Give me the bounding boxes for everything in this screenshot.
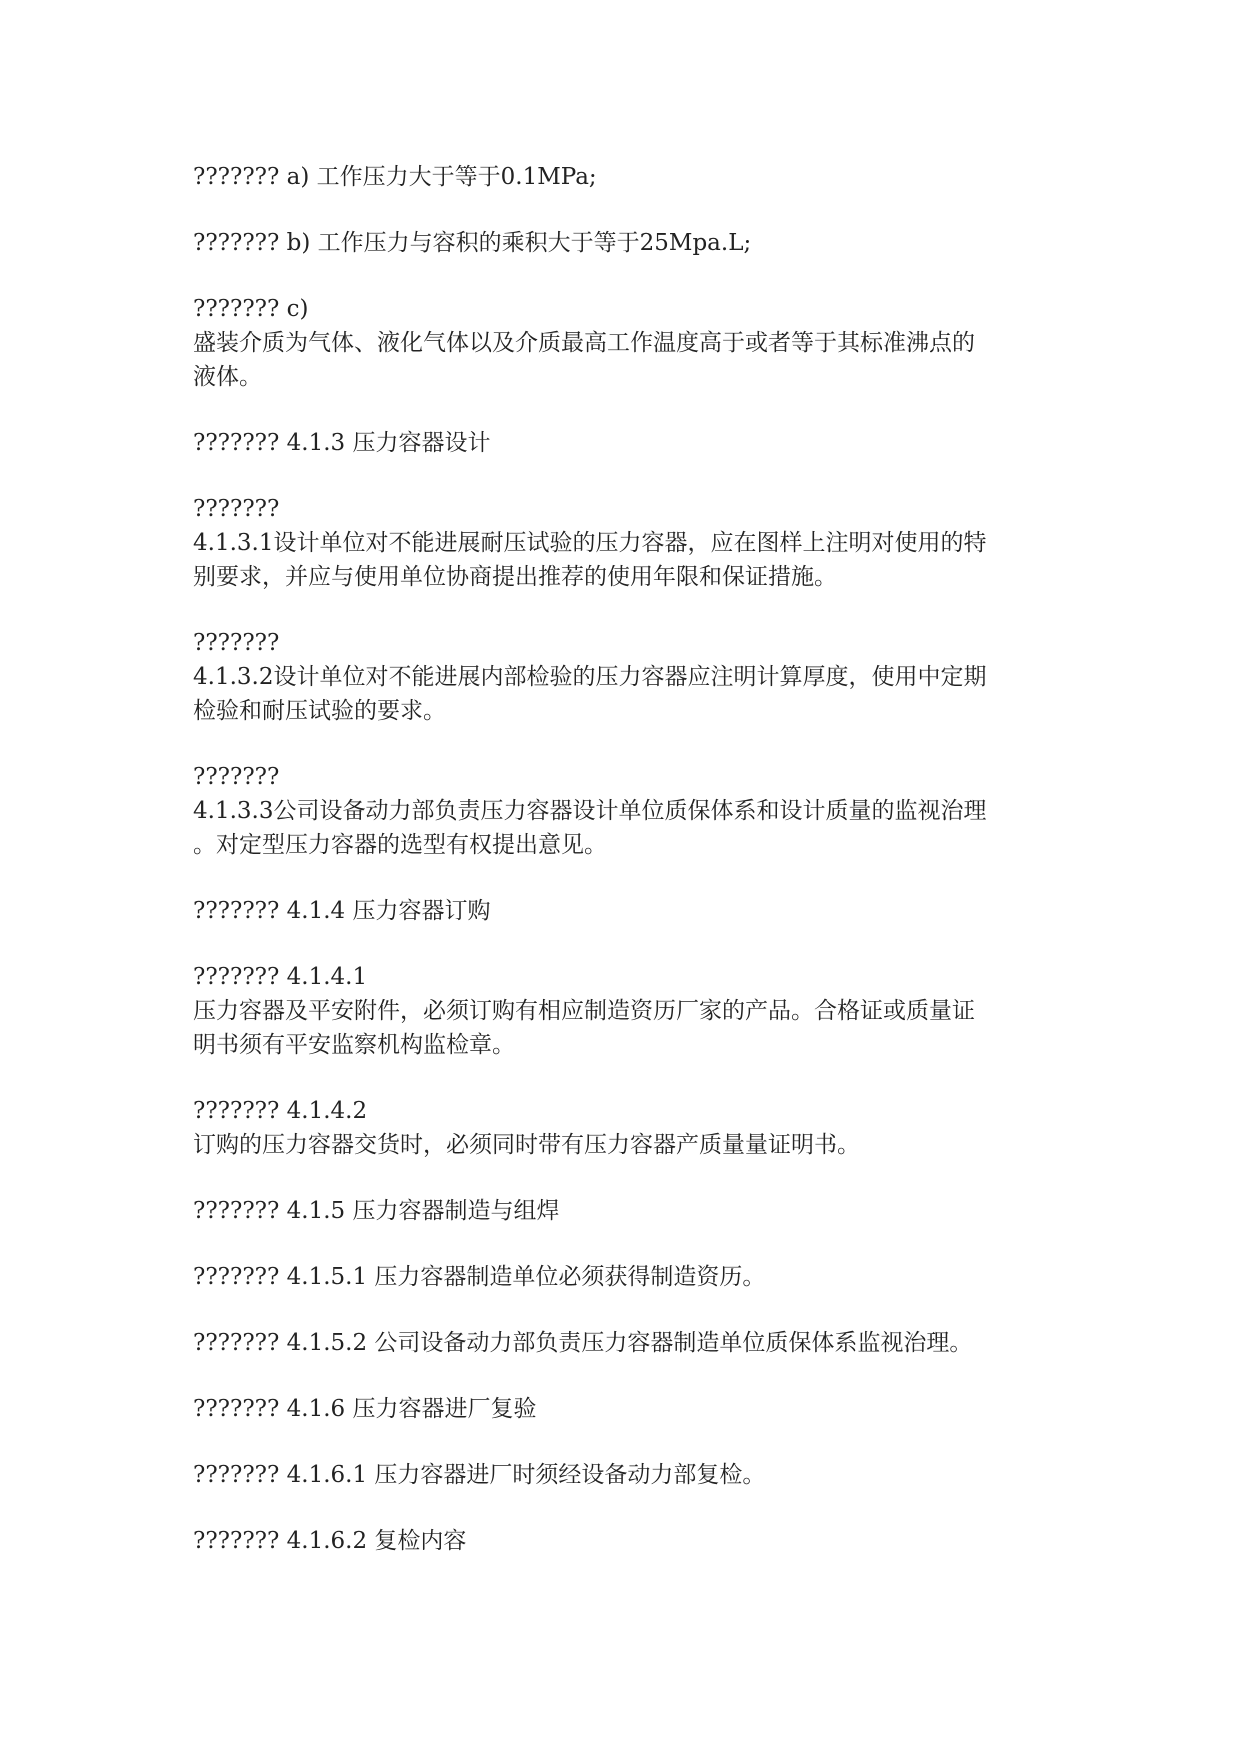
paragraph-line: 4.1.3.3公司设备动力部负责压力容器设计单位质保体系和设计质量的监视治理 [193,798,987,824]
paragraph-line: 明书须有平安监察机构监检章。 [193,1032,515,1058]
paragraph-4-1-3-1 [193,492,1053,594]
paragraph-line: 4.1.3.2设计单位对不能进展内部检验的压力容器应注明计算厚度，使用中定期 [193,664,987,690]
paragraph-line: ??????? 4.1.6.2 复检内容 [193,1528,467,1554]
paragraph-line: 。对定型压力容器的选型有权提出意见。 [193,832,607,858]
paragraph-4-1-6-2 [193,1524,1053,1558]
section-heading-4-1-5 [193,1194,1053,1228]
paragraph-line: 4.1.3.1设计单位对不能进展耐压试验的压力容器，应在图样上注明对使用的特 [193,530,987,556]
heading-line: ??????? 4.1.4 压力容器订购 [193,898,491,924]
paragraph-line: ??????? b) 工作压力与容积的乘积大于等于25Mpa.L; [193,230,752,256]
paragraph-line: 订购的压力容器交货时，必须同时带有压力容器产质量量证明书。 [193,1132,860,1158]
paragraph-line: ??????? c) [193,296,309,322]
paragraph-line: 压力容器及平安附件，必须订购有相应制造资历厂家的产品。合格证或质量证 [193,998,975,1024]
section-heading-4-1-3 [193,426,1053,460]
paragraph-4-1-5-2 [193,1326,1053,1360]
paragraph-line: ??????? [193,496,280,522]
paragraph-line: ??????? [193,630,280,656]
heading-line: ??????? 4.1.6 压力容器进厂复验 [193,1396,537,1422]
paragraph-4-1-3-2 [193,626,1053,728]
paragraph-line: 检验和耐压试验的要求。 [193,698,446,724]
paragraph-line: ??????? 4.1.4.1 [193,964,368,990]
heading-line: ??????? 4.1.3 压力容器设计 [193,430,491,456]
paragraph-4-1-4-1 [193,960,1053,1062]
paragraph-a-pressure [193,160,1053,194]
paragraph-line: 盛装介质为气体、液化气体以及介质最高工作温度高于或者等于其标准沸点的 [193,330,975,356]
paragraph-b-pressure-volume [193,226,1053,260]
document-body [193,160,1053,1590]
heading-line: ??????? 4.1.5 压力容器制造与组焊 [193,1198,560,1224]
section-heading-4-1-4 [193,894,1053,928]
section-heading-4-1-6 [193,1392,1053,1426]
paragraph-line: ??????? [193,764,280,790]
paragraph-line: ??????? 4.1.6.1 压力容器进厂时须经设备动力部复检。 [193,1462,766,1488]
paragraph-c-medium [193,292,1053,394]
paragraph-4-1-4-2 [193,1094,1053,1162]
paragraph-line: ??????? 4.1.5.1 压力容器制造单位必须获得制造资历。 [193,1264,766,1290]
paragraph-line: 别要求，并应与使用单位协商提出推荐的使用年限和保证措施。 [193,564,837,590]
paragraph-line: ??????? 4.1.4.2 [193,1098,368,1124]
paragraph-line: ??????? 4.1.5.2 公司设备动力部负责压力容器制造单位质保体系监视治理。 [193,1330,973,1356]
paragraph-line: 液体。 [193,364,262,390]
paragraph-line: ??????? a) 工作压力大于等于0.1MPa; [193,164,597,190]
paragraph-4-1-3-3 [193,760,1053,862]
paragraph-4-1-6-1 [193,1458,1053,1492]
paragraph-4-1-5-1 [193,1260,1053,1294]
